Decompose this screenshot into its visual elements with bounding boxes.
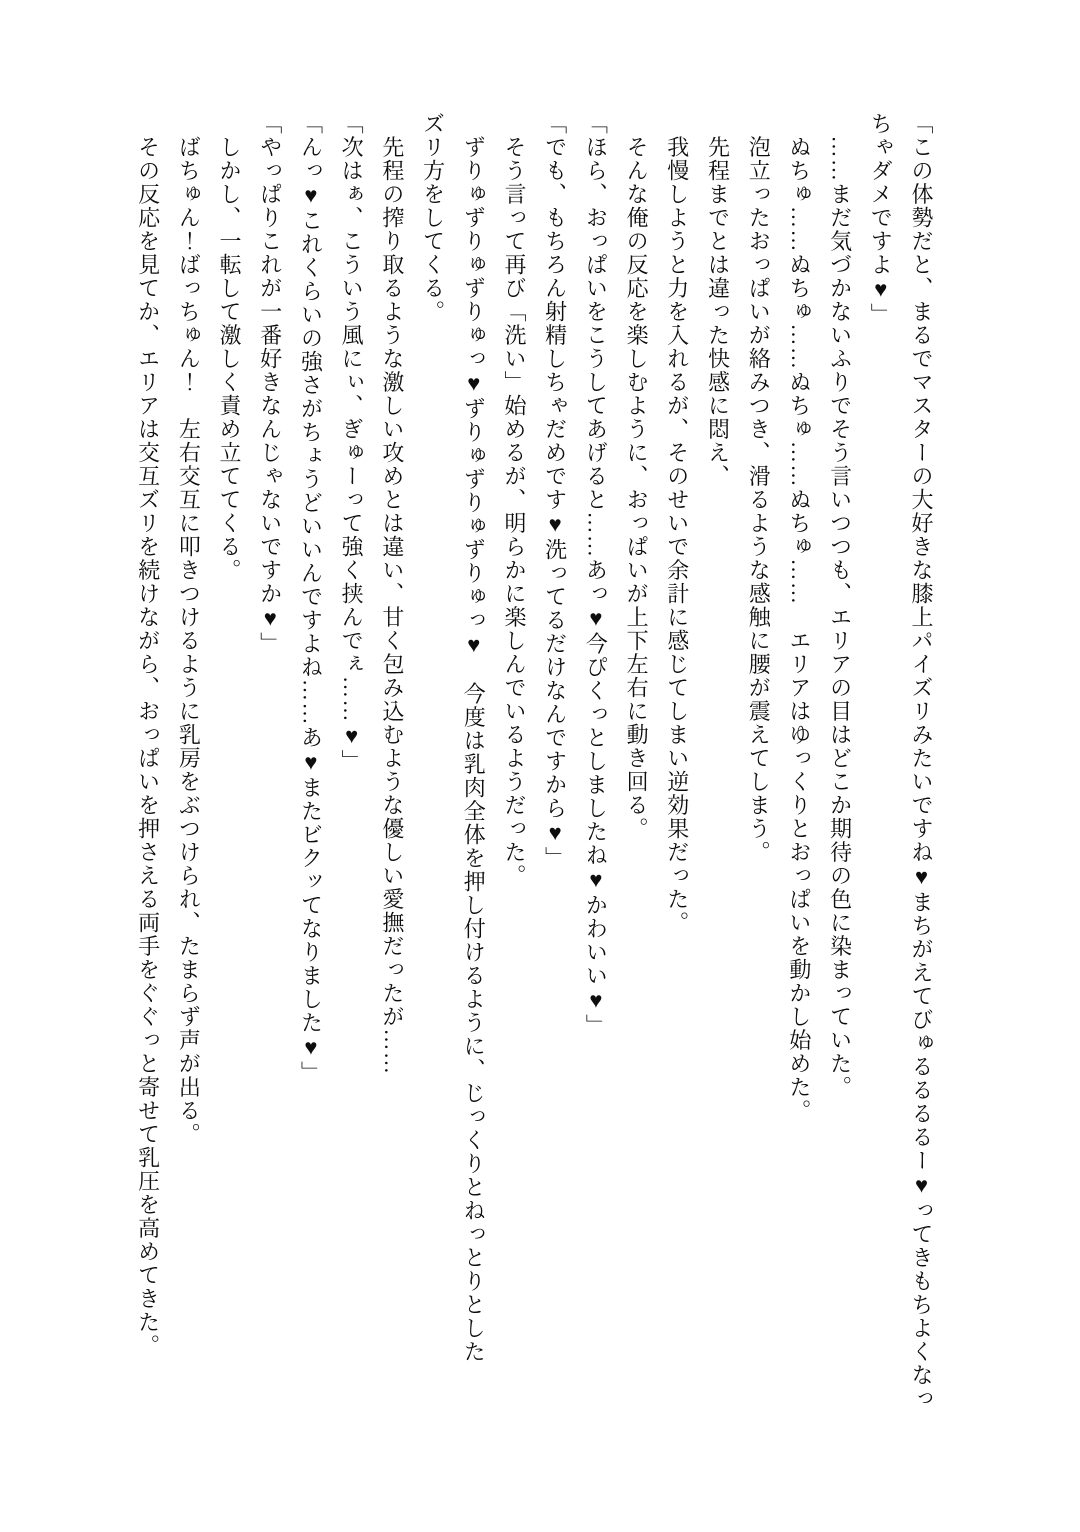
text-column-16: 「んっ♥これくらいの強さがちょうどいいんですよね……あ♥またビクッてなりました♥」 bbox=[298, 112, 324, 1085]
text-column-10: 「でも、もちろん射精しちゃだめです♥洗ってるだけなんですから♥」 bbox=[542, 112, 568, 870]
text-column-04: ぬちゅ……ぬちゅ……ぬちゅ……ぬちゅ…… エリアはゆっくりとおっぱいを動かし始めた。 bbox=[786, 112, 812, 1123]
text-column-20: その反応を見てか、エリアは交互ズリを続けながら、おっぱいを押さえる両手をぐぐっと寄せて乳圧を高めてきた。 bbox=[135, 112, 161, 1358]
text-column-08: そんな俺の反応を楽しむように、おっぱいが上下左右に動き回る。 bbox=[624, 112, 650, 841]
text-column-14: 先程の搾り取るような激しい攻めとは違い、甘く包み込むような優しい愛撫だったが…… bbox=[379, 112, 405, 1076]
text-column-19: ばちゅん！ばっちゅん！ 左右交互に叩きつけるように乳房をぶつけられ、たまらず声が出る。 bbox=[176, 112, 202, 1146]
text-column-18: しかし、一転して激しく責め立ててくる。 bbox=[217, 112, 243, 582]
text-column-02: ちゃダメですよ♥」 bbox=[868, 112, 894, 327]
text-column-13: ズリ方をしてくる。 bbox=[420, 112, 446, 324]
text-column-06: 先程までとは違った快感に悶え、 bbox=[705, 112, 731, 488]
novel-page-text bbox=[127, 112, 941, 1414]
text-column-03: ……まだ気づかないふりでそう言いつつも、エリアの目はどこか期待の色に染まっていた。 bbox=[827, 112, 853, 1099]
text-column-05: 泡立ったおっぱいが絡みつき、滑るような感触に腰が震えてしまう。 bbox=[746, 112, 772, 864]
text-column-12: ずりゅずりゅずりゅっ♥ずりゅずりゅずりゅっ♥ 今度は乳肉全体を押し付けるように、じっくりとねっとりとした bbox=[461, 112, 487, 1364]
text-column-09: 「ほら、おっぱいをこうしてあげると……あっ♥今ぴくっとしましたね♥かわいい♥」 bbox=[583, 112, 609, 1038]
text-column-17: 「やっぱりこれが一番好きなんじゃないですか♥」 bbox=[257, 112, 283, 656]
text-column-07: 我慢しようと力を入れるが、そのせいで余計に感じてしまい逆効果だった。 bbox=[664, 112, 690, 935]
text-column-15: 「次はぁ、こういう風にぃ、ぎゅーって強く挟んでぇ……♥」 bbox=[339, 112, 365, 773]
text-column-01: 「この体勢だと、まるでマスターの大好きな膝上パイズリみたいですね♥まちがえてびゅるるるるー♥ってきもちよくなっ bbox=[909, 112, 934, 1411]
text-column-11: そう言って再び「洗い」始めるが、明らかに楽しんでいるようだった。 bbox=[501, 112, 527, 888]
